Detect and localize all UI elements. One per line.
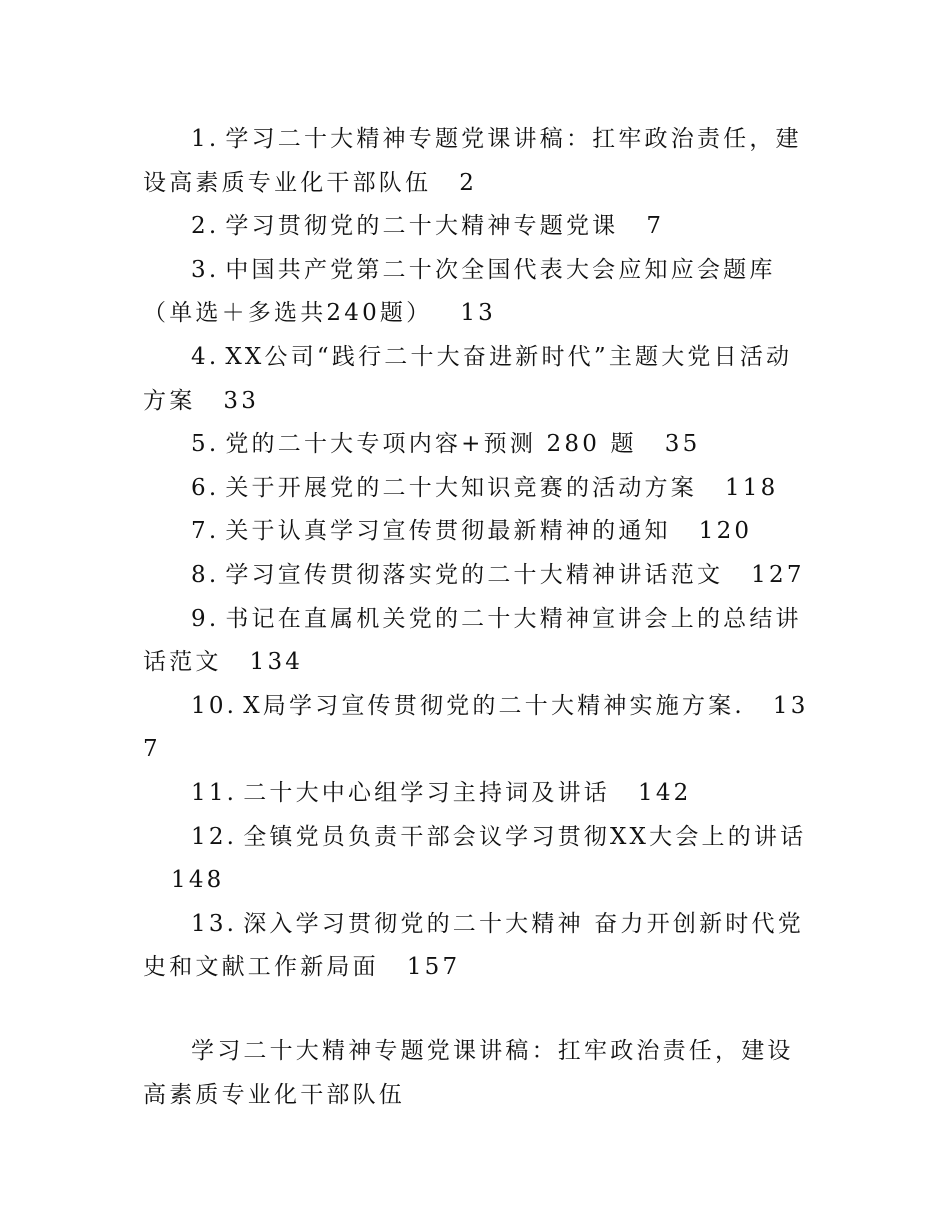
toc-entry-title: 关于认真学习宣传贯彻最新精神的通知 xyxy=(225,518,671,545)
toc-entry[interactable] xyxy=(143,903,811,990)
toc-entry[interactable] xyxy=(143,336,811,423)
toc-entry-number: 11. xyxy=(191,779,238,806)
toc-entry-title: XX公司“践行二十大奋进新时代”主题大党日活动方案 xyxy=(143,343,793,414)
toc-entry-title: 学习二十大精神专题党课讲稿：扛牢政治责任，建设高素质专业化干部队伍 xyxy=(143,126,802,196)
toc-entry[interactable] xyxy=(143,816,811,903)
section-title: 学习二十大精神专题党课讲稿：扛牢政治责任，建设高素质专业化干部队伍 xyxy=(143,1038,794,1108)
toc-entry[interactable] xyxy=(143,423,811,467)
toc-entry[interactable] xyxy=(143,205,811,249)
toc-entry[interactable] xyxy=(143,249,811,336)
toc-entry[interactable] xyxy=(143,598,811,685)
toc-entry-page: 35 xyxy=(664,431,701,458)
toc-entry-title: 学习宣传贯彻落实党的二十大精神讲话范文 xyxy=(225,561,724,588)
toc-entry-page: 2 xyxy=(459,169,478,196)
toc-entry[interactable] xyxy=(143,467,811,511)
toc-entry-number: 9. xyxy=(191,605,220,632)
toc-entry-title: 书记在直属机关党的二十大精神宣讲会上的总结讲话范文 xyxy=(143,605,802,676)
toc-entry-page: 13 xyxy=(460,300,496,327)
toc-entry[interactable] xyxy=(143,118,811,205)
toc-entry-title: 学习贯彻党的二十大精神专题党课 xyxy=(225,213,619,240)
toc-entry[interactable] xyxy=(143,554,811,598)
toc-entry-title: X局学习宣传贯彻党的二十大精神实施方案. xyxy=(243,692,745,719)
toc-entry-number: 7. xyxy=(191,518,220,545)
toc-entry-number: 5. xyxy=(191,431,220,458)
toc-entry[interactable] xyxy=(143,685,811,772)
toc-entry-page: 7 xyxy=(646,213,665,240)
toc-entry[interactable] xyxy=(143,510,811,554)
toc-entry-number: 2. xyxy=(191,213,220,240)
toc-entry-title: 深入学习贯彻党的二十大精神 奋力开创新时代党史和文献工作新局面 xyxy=(143,910,804,981)
toc-entry-number: 13. xyxy=(191,910,238,937)
toc-entry-title: 中国共产党第二十次全国代表大会应知应会题库（单选＋多选共240题） xyxy=(143,256,776,327)
toc-entry-page: 142 xyxy=(638,779,692,806)
toc-entry-title: 全镇党员负责干部会议学习贯彻XX大会上的讲话 xyxy=(243,823,807,850)
toc-entry-title: 关于开展党的二十大知识竞赛的活动方案 xyxy=(225,474,697,501)
toc-entry-page: 127 xyxy=(751,561,805,588)
toc-entry-number: 1. xyxy=(191,126,220,152)
toc-entry-number: 12. xyxy=(191,823,238,850)
toc-entry-title: 党的二十大专项内容+预测 280 题 xyxy=(225,431,637,458)
toc-entry-number: 10. xyxy=(191,692,238,719)
toc-entry-number: 4. xyxy=(191,343,220,370)
table-of-contents xyxy=(143,118,811,990)
toc-entry[interactable] xyxy=(143,772,811,816)
toc-entry-number: 8. xyxy=(191,561,220,588)
toc-entry-page: 137 xyxy=(143,692,809,763)
toc-entry-page: 157 xyxy=(406,954,461,981)
toc-entry-number: 3. xyxy=(191,256,220,283)
toc-entry-page: 148 xyxy=(171,867,225,894)
toc-entry-page: 120 xyxy=(698,518,753,545)
toc-entry-page: 118 xyxy=(724,474,779,501)
toc-entry-page: 33 xyxy=(223,387,260,414)
toc-entry-title: 二十大中心组学习主持词及讲话 xyxy=(243,779,610,806)
toc-entry-number: 6. xyxy=(191,474,220,501)
toc-entry-page: 134 xyxy=(249,649,304,676)
